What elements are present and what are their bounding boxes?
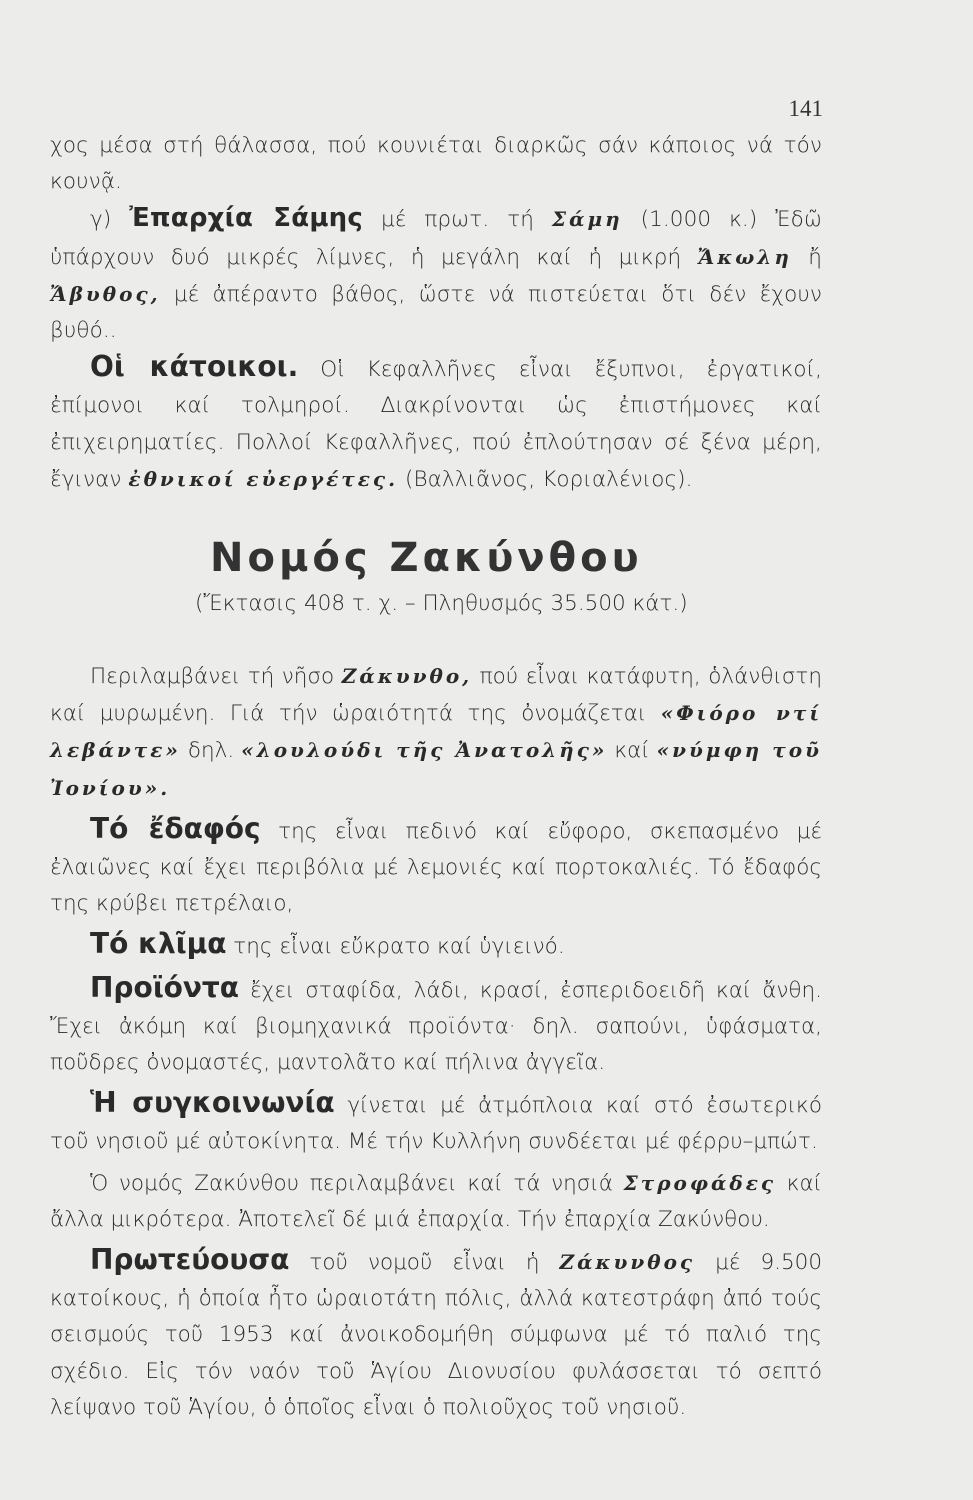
text: καί ἄλλα μικρότερα. Ἀποτελεῖ δέ μιά ἐπαρχία. Τήν ἐπαρχία Ζακύνθου. bbox=[50, 1170, 822, 1232]
emphasis-strofades: Στροφάδες bbox=[623, 1170, 777, 1195]
paragraph-sea-mills bbox=[50, 128, 822, 200]
paragraph-islands bbox=[50, 1165, 822, 1238]
text: της εἶναι πεδινό καί εὔφορο, σκεπασμένο μέ ἐλαιῶνες καί ἔχει περιβόλια μέ λεμονιές καί πορτοκαλιές. Τό ἔδαφός της κρύβει πετρέλαιο, bbox=[50, 818, 822, 917]
text: πού εἶναι κατάφυτη, ὁλάνθιστη καί μυρωμένη. Γιά τήν ὡραιότητά της ὀνομάζεται bbox=[50, 664, 822, 727]
section-title-zakynthos: Νομός Ζακύνθου bbox=[210, 535, 643, 581]
emphasis-louloudi: «λουλούδι τῆς Ἀνατολῆς» bbox=[241, 738, 608, 763]
emphasis-sami: Σάμη bbox=[551, 207, 623, 232]
paragraph-transport bbox=[50, 1085, 822, 1160]
text: γίνεται μέ ἀτμόπλοια καί στό ἐσωτερικό τοῦ νησιοῦ μέ αὐτοκίνητα. Μέ τήν Κυλλήνη συνδέεται μέ φέρρυ–μπώτ. bbox=[50, 1093, 822, 1155]
text: χος μέσα στή θάλασσα, πού κουνιέται διαρκῶς σάν κάποιος νά τόν κουνᾷ. bbox=[50, 133, 822, 195]
paragraph-climate bbox=[50, 926, 822, 965]
text: μέ ἀπέραντο βάθος, ὥστε νά πιστεύεται ὅτι δέν ἔχουν βυθό.. bbox=[50, 281, 822, 344]
text: τοῦ νομοῦ εἶναι ἡ bbox=[309, 1250, 540, 1276]
text: Οἱ Κεφαλλῆνες εἶναι ἔξυπνοι, ἐργατικοί, ἐπίμονοι καί τολμηροί. Διακρίνονται ὡς ἐπιστήμονες καί ἐπιχειρηματίες. Πολλοί Κεφαλλῆνες, πού ἐπλούτησαν σέ ξένα μέρη, ἔγιναν bbox=[50, 357, 822, 492]
heading-eparchia-samis: Ἐπαρχία Σάμης bbox=[129, 203, 363, 234]
heading-transport: Ἡ συγκοινωνία bbox=[90, 1086, 335, 1120]
emphasis-benefactors: ἐθνικοί εὐεργέτες. bbox=[128, 466, 399, 491]
text: μέ πρωτ. τή bbox=[380, 207, 534, 233]
emphasis-avythos: Ἄβυθος, bbox=[50, 281, 161, 306]
section-subtitle-stats: (Ἔκτασις 408 τ. χ. – Πληθυσμός 35.500 κάτ.) bbox=[195, 591, 688, 616]
text: δηλ. bbox=[187, 738, 235, 764]
text: Ὁ νομός Ζακύνθου περιλαμβάνει καί τά νησιά bbox=[90, 1170, 613, 1196]
emphasis-zakynthos: Ζάκυνθο, bbox=[341, 664, 473, 688]
emphasis-akoli: Ἄκωλη bbox=[697, 244, 792, 269]
heading-products: Προϊόντα bbox=[90, 970, 240, 1004]
text: (Βαλλιᾶνος, Κοριαλένιος). bbox=[404, 466, 693, 492]
text: ἤ bbox=[808, 244, 823, 270]
list-marker: γ) bbox=[90, 207, 112, 233]
paragraph-inhabitants bbox=[50, 349, 822, 498]
text: Περιλαμβάνει τή νῆσο bbox=[90, 664, 335, 689]
paragraph-products bbox=[50, 970, 822, 1082]
emphasis-zakynthos-city: Ζάκυνθος bbox=[559, 1250, 696, 1275]
heading-inhabitants: Οἱ κάτοικοι. bbox=[90, 350, 299, 384]
heading-climate: Τό κλῖμα bbox=[90, 927, 227, 961]
text: καί bbox=[614, 738, 650, 764]
paragraph-eparchia-samis bbox=[50, 200, 822, 349]
emphasis-fioro: «Φιόρο ντί λεβάντε» bbox=[50, 701, 822, 763]
text: μέ 9.500 κατοίκους, ἡ ὁποία ἦτο ὡραιοτάτη πόλις, ἀλλά κατεστράφη ἀπό τούς σεισμούς τοῦ 1953 καί ἀνοικοδομήθη σύμφωνα μέ τό παλιό της σχέδιο. Εἰς τόν ναόν τοῦ Ἁγίου Διονυσίου φυλάσσεται τό σεπτό λείψανο τοῦ Ἁγίου, ὁ ὁποῖος εἶναι ὁ πολιοῦχος τοῦ νησιοῦ. bbox=[50, 1250, 823, 1420]
heading-soil: Τό ἔδαφός bbox=[90, 811, 261, 845]
text: (1.000 κ.) Ἐδῶ ὑπάρχουν δυό μικρές λίμνες, ἡ μεγάλη καί ἡ μικρή bbox=[50, 207, 823, 270]
paragraph-capital bbox=[50, 1242, 822, 1426]
text: ἔχει σταφίδα, λάδι, κρασί, ἐσπεριδοειδῆ καί ἄνθη. Ἔχει ἀκόμη καί βιομηχανικά προϊόντα· δηλ. σαπούνι, ὑφάσματα, ποῦδρες ὀνομαστές, μαντολᾶτο καί πήλινα ἀγγεῖα. bbox=[50, 977, 822, 1076]
paragraph-soil bbox=[50, 811, 822, 923]
emphasis-nymfi: «νύμφη τοῦ Ἰονίου». bbox=[50, 738, 822, 800]
page-number: 141 bbox=[788, 96, 823, 121]
heading-capital: Πρωτεύουσα bbox=[90, 1243, 290, 1277]
kefallinia-continuation bbox=[50, 128, 822, 498]
text: της εἶναι εὔκρατο καί ὑγιεινό. bbox=[233, 934, 565, 960]
zakynthos-body bbox=[50, 658, 822, 1426]
paragraph-island bbox=[50, 658, 822, 807]
